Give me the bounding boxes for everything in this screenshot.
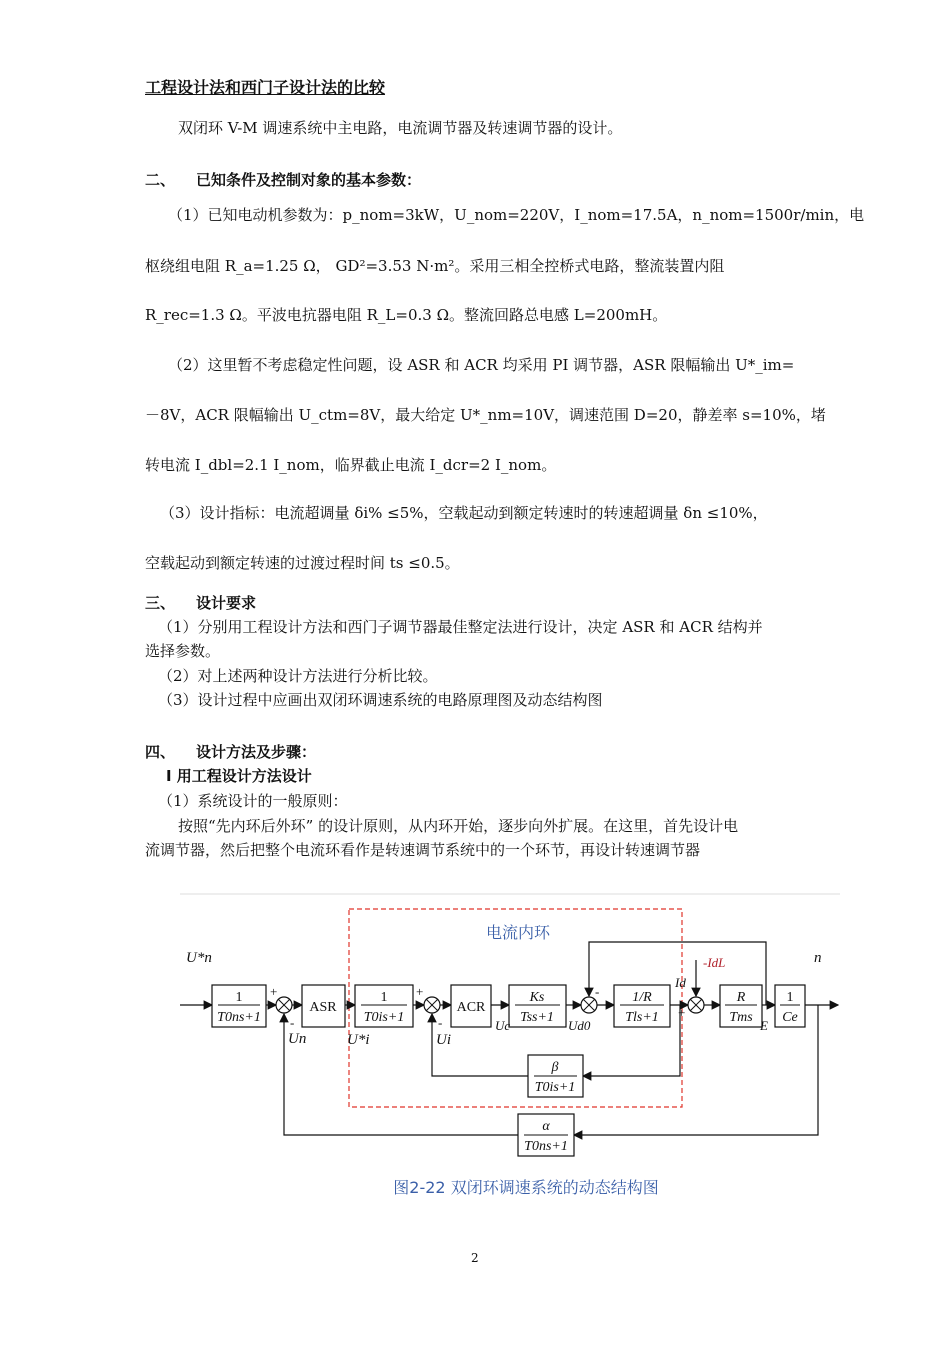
sig-e: E <box>760 1018 768 1033</box>
sec2-p2-line2: －8V，ACR 限幅输出 U_ctm=8V，最大给定 U*_nm=10V，调速范围 D=20，静差率 s=10%，堵 <box>145 406 826 424</box>
sign-minus-2: - <box>438 1015 443 1030</box>
sec3-item3: （3）设计过程中应画出双闭环调速系统的电路原理图及动态结构图 <box>158 691 603 709</box>
page-number: 2 <box>471 1251 479 1265</box>
intro-text: 双闭环 V-M 调速系统中主电路，电流调节器及转速调节器的设计。 <box>178 119 623 137</box>
sig-n: n <box>814 950 822 966</box>
blk-acr: ACR <box>456 1000 486 1015</box>
sec2-number: 二、 <box>145 171 176 189</box>
sec2-p2-line1: （2）这里暂不考虑稳定性问题，设 ASR 和 ACR 均采用 PI 调节器，ASR 限幅输出 U*_im= <box>168 356 795 374</box>
sig-ui: Ui <box>436 1032 451 1048</box>
blk-t0n-fb: T0ns+1 <box>524 1139 568 1154</box>
sec4-para-line1: 按照“先内环后外环” 的设计原则，从内环开始，逐步向外扩展。在这里，首先设计电 <box>178 817 739 835</box>
blk-t0n: T0ns+1 <box>217 1010 261 1025</box>
sig-idl: -IdL <box>703 955 726 970</box>
blk-t0i: T0is+1 <box>363 1010 405 1025</box>
sign-minus-3: - <box>595 984 600 999</box>
sec3-number: 三、 <box>145 594 176 612</box>
figure-caption: 图2-22 双闭环调速系统的动态结构图 <box>393 1178 659 1197</box>
sign-plus-3: + <box>678 1005 686 1020</box>
sig-uc: Uc <box>495 1018 511 1033</box>
blk-asr: ASR <box>309 1000 337 1015</box>
blk-one-1: 1 <box>235 990 243 1005</box>
blk-ks: Ks <box>529 990 545 1005</box>
sig-un: Un <box>288 1031 307 1047</box>
blk-alpha: α <box>542 1119 550 1134</box>
blk-beta: β <box>551 1060 559 1075</box>
sec2-p3-line2: 空载起动到额定转速的过渡过程时间 ts ≤0.5。 <box>145 554 460 572</box>
sec2-p1-line3: R_rec=1.3 Ω。平波电抗器电阻 R_L=0.3 Ω。整流回路总电感 L=200mH。 <box>145 306 668 324</box>
sign-plus-2: + <box>416 984 424 999</box>
inner-loop-label: 电流内环 <box>485 923 551 942</box>
blk-tl: Tls+1 <box>625 1010 659 1025</box>
sec2-p2-line3: 转电流 I_dbl=2.1 I_nom，临界截止电流 I_dcr=2 I_nom。 <box>145 456 557 474</box>
sec4-heading: 设计方法及步骤： <box>196 743 317 761</box>
block-diagram <box>170 880 850 1210</box>
sig-ud0: Ud0 <box>568 1018 591 1033</box>
sec4-para-line2: 流调节器，然后把整个电流环看作是转速调节系统中的一个环节，再设计转速调节器 <box>145 841 701 859</box>
sec3-item1-line1: （1）分别用工程设计方法和西门子调节器最佳整定法进行设计，决定 ASR 和 ACR 结构并 <box>158 618 763 636</box>
sign-minus-1: - <box>290 1015 295 1030</box>
sec2-heading: 已知条件及控制对象的基本参数： <box>196 171 422 189</box>
blk-r: R <box>736 990 746 1005</box>
sec4-subheading: Ⅰ 用工程设计方法设计 <box>166 767 312 785</box>
sec3-item2: （2）对上述两种设计方法进行分析比较。 <box>158 667 438 685</box>
blk-one-3: 1 <box>786 990 794 1005</box>
sig-id: Id <box>675 975 686 990</box>
sec2-p1-line2: 枢绕组电阻 R_a=1.25 Ω， GD²=3.53 N·m²。采用三相全控桥式电路，整流装置内阻 <box>145 257 725 275</box>
blk-one-2: 1 <box>380 990 388 1005</box>
sec4-number: 四、 <box>145 743 176 761</box>
sec4-item1: （1）系统设计的一般原则： <box>158 792 348 810</box>
blk-t0i-fb: T0is+1 <box>534 1080 576 1095</box>
page-title: 工程设计法和西门子设计法的比较 <box>145 78 386 97</box>
sig-un-star: U*n <box>186 950 212 966</box>
blk-tm: Tms <box>729 1010 753 1025</box>
sec2-p3-line1: （3）设计指标：电流超调量 δi% ≤5%，空载起动到额定转速时的转速超调量 δn ≤10%， <box>160 504 768 522</box>
sec2-p1-line1: （1）已知电动机参数为：p_nom=3kW，U_nom=220V，I_nom=17.5A，n_nom=1500r/min，电 <box>168 206 865 224</box>
blk-one-over-r: 1/R <box>632 990 652 1005</box>
blk-ce: Ce <box>782 1010 798 1025</box>
sec3-item1-line2: 选择参数。 <box>145 642 221 660</box>
sign-plus-1: + <box>270 984 278 999</box>
sig-ui-star: U*i <box>347 1032 370 1048</box>
blk-ts: Tss+1 <box>520 1010 554 1025</box>
sec3-heading: 设计要求 <box>196 594 257 612</box>
